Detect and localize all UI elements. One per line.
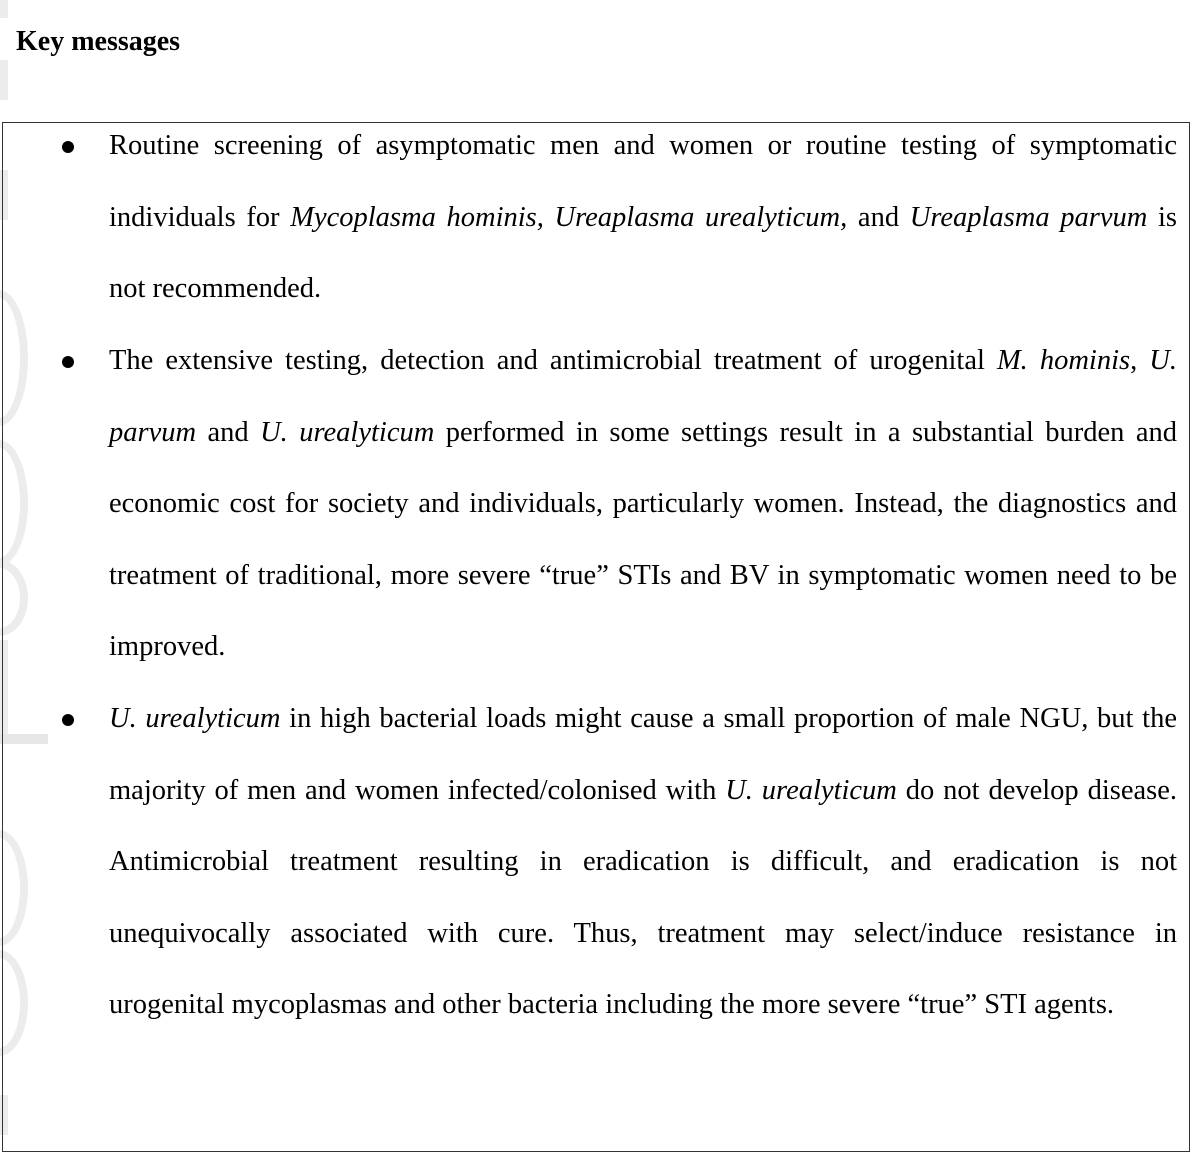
italic-text: U. parvum: [109, 345, 1177, 448]
text-run: do not develop disease. Antimicrobial treatment resulting in eradication is difficult, and eradication is not unequivocally associated with cure. Thus, treatment may select/induce resistance in urogenital mycoplasmas and other bacteria including the more severe “true” STI agents.: [109, 774, 1177, 1020]
text-run: and: [847, 201, 910, 233]
key-messages-box: [2, 122, 1190, 1152]
italic-text: U. urealyticum: [260, 416, 435, 448]
text-run: in high bacterial loads might cause a small proportion of male NGU, but the majority of men and women infected/colonised with: [109, 703, 1177, 806]
text-run: The extensive testing, detection and antimicrobial treatment of urogenital: [109, 345, 997, 376]
italic-text: M. hominis: [996, 345, 1131, 376]
bullet-icon: [62, 356, 74, 368]
section-heading: Key messages: [16, 26, 181, 57]
italic-text: Mycoplasma hominis, Ureaplasma urealyticum,: [290, 201, 848, 233]
text-run: and: [196, 416, 261, 448]
text-run: Routine screening of asymptomatic men and women or routine testing of symptomatic individuals for: [109, 130, 1177, 233]
bullet-icon: [62, 141, 74, 153]
italic-text: U. urealyticum: [725, 774, 897, 806]
bullet-icon: [62, 714, 74, 726]
text-run: performed in some settings result in a substantial burden and economic cost for society and individuals, particularly women. Instead, the diagnostics and treatment of traditional, more severe “true” STIs and BV in symptomatic women need to be improved.: [109, 416, 1177, 662]
italic-text: Ureaplasma parvum: [909, 201, 1148, 233]
text-run: ,: [1130, 345, 1150, 376]
message-text: [109, 683, 1177, 1041]
text-run: is not recommended.: [109, 201, 1177, 304]
message-text: [109, 110, 1177, 325]
italic-text: U. urealyticum: [109, 703, 281, 734]
message-text: [109, 325, 1177, 683]
